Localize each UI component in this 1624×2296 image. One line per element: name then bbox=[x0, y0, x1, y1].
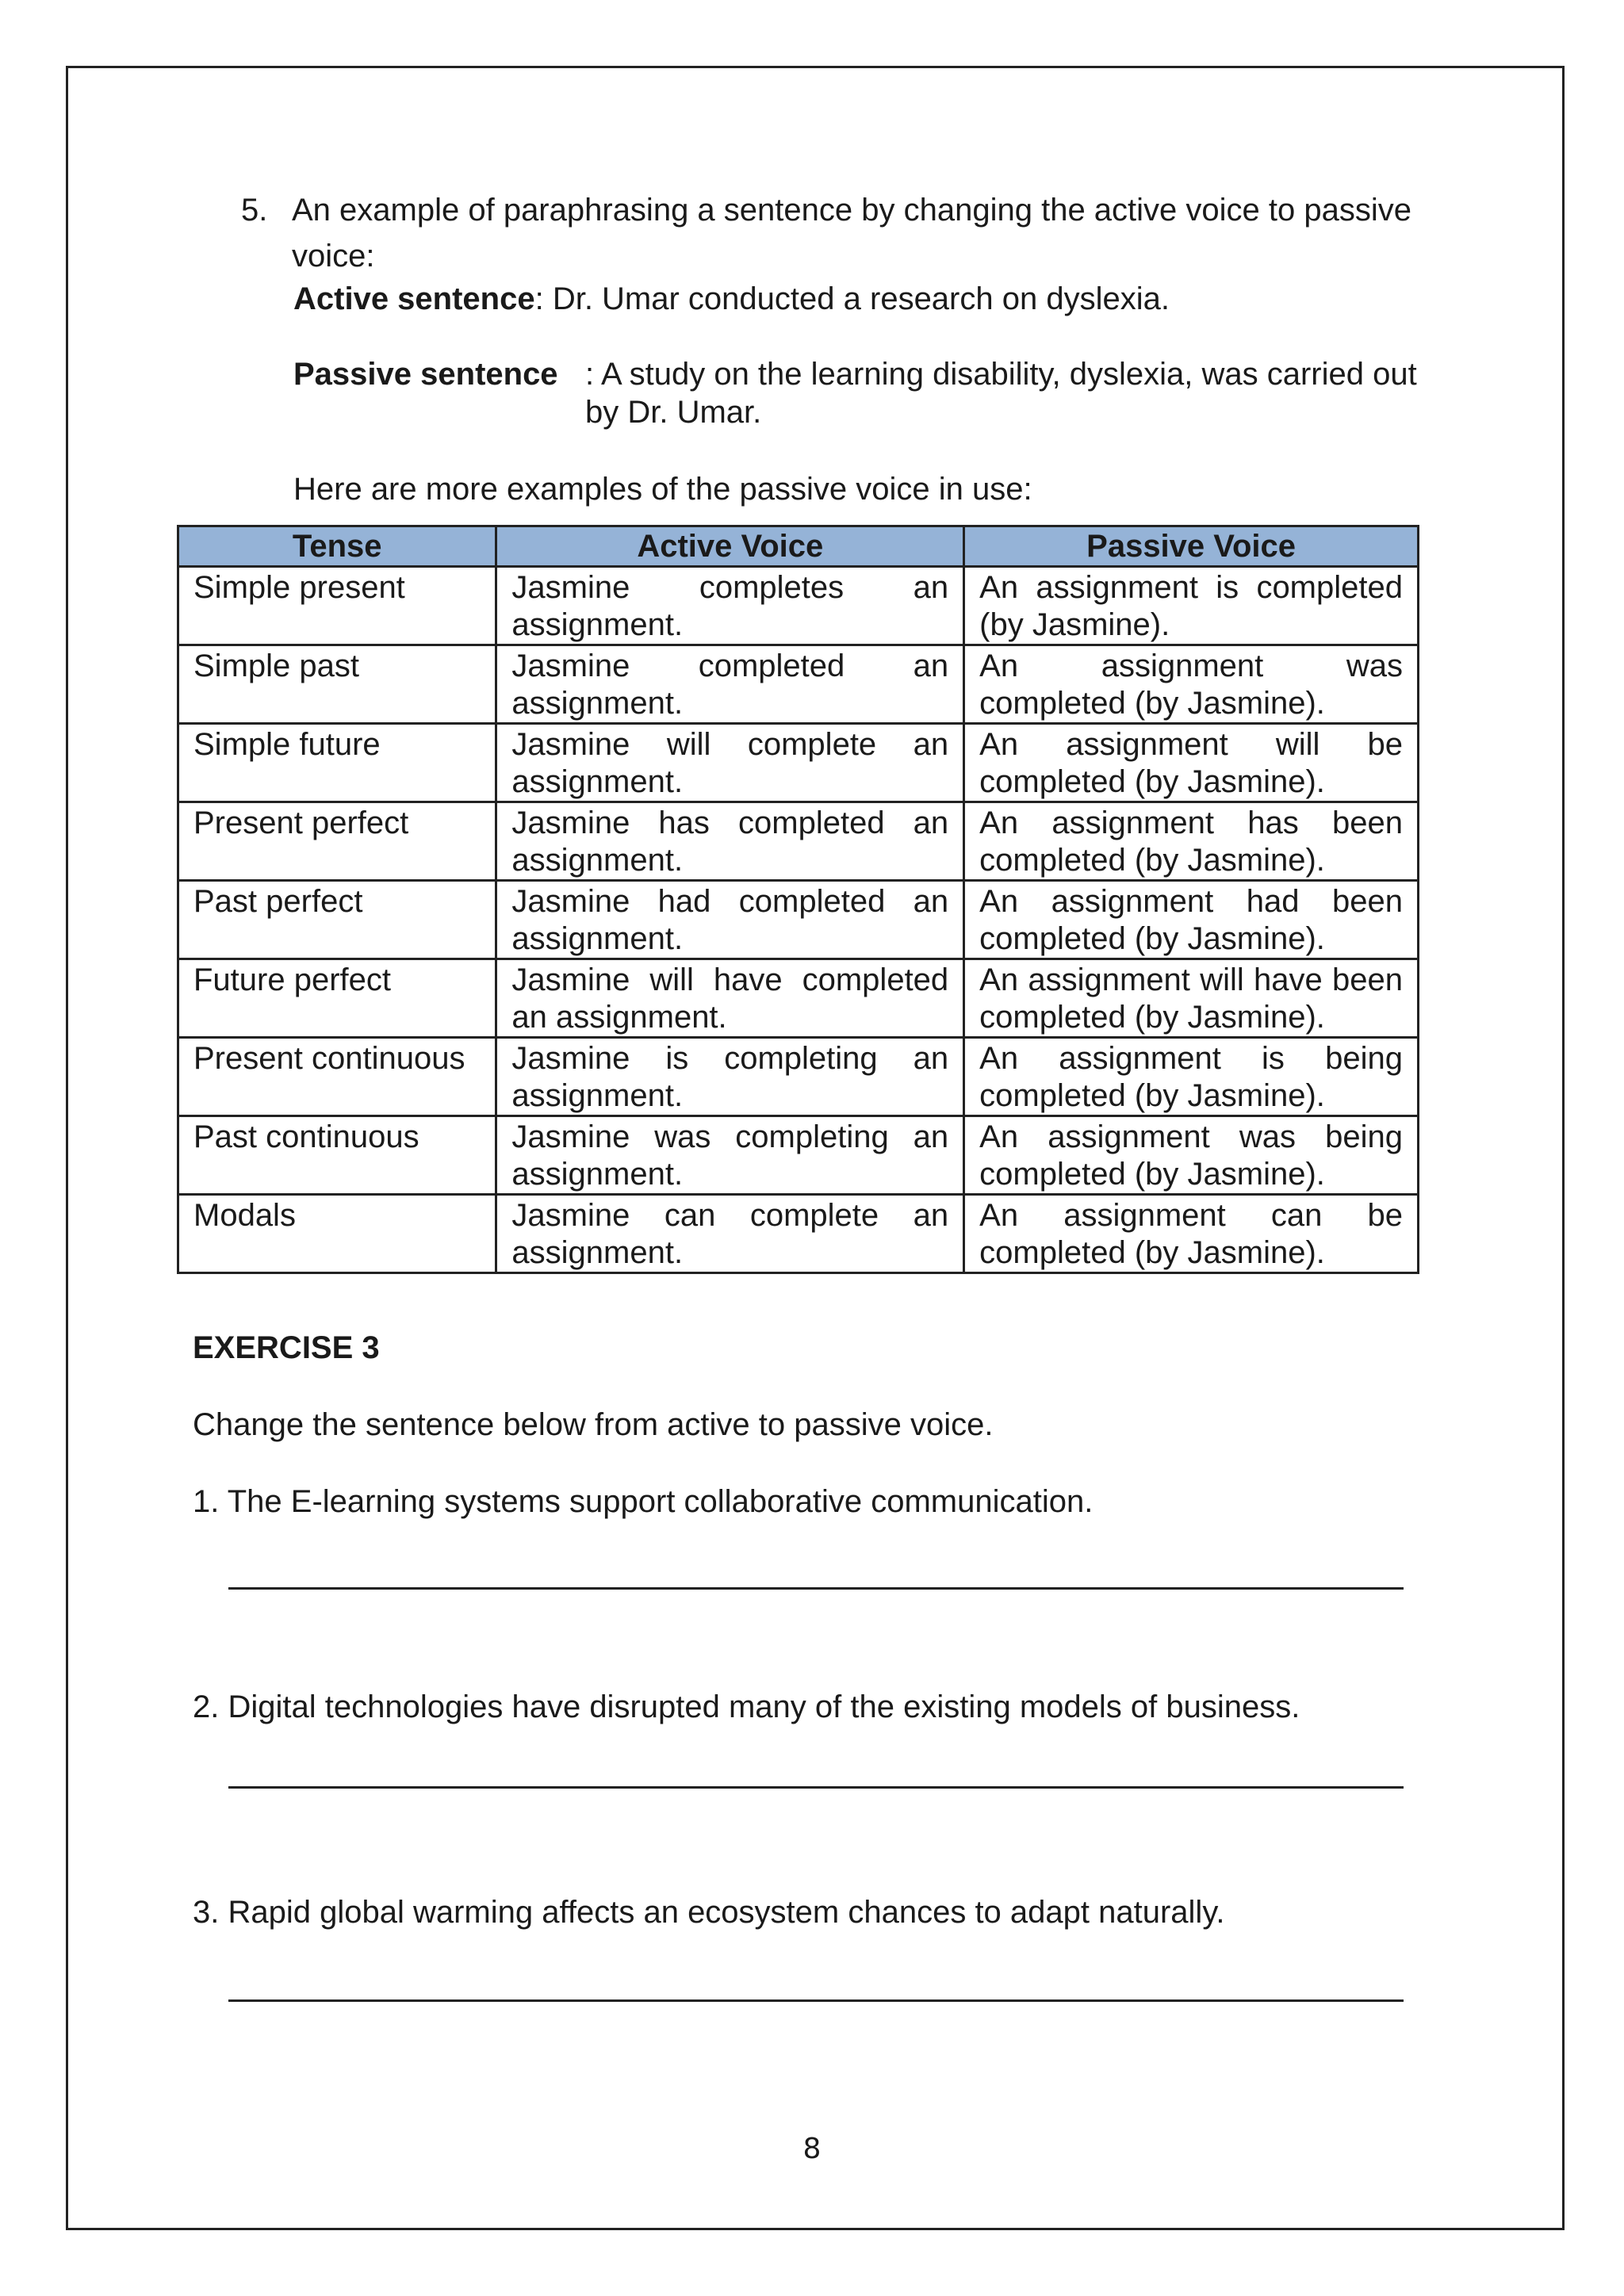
cell-tense: Modals bbox=[178, 1195, 496, 1273]
cell-passive: An assignment was completed (by Jasmine). bbox=[964, 645, 1419, 724]
cell-passive: An assignment is being completed (by Jasmine). bbox=[964, 1038, 1419, 1116]
cell-tense: Simple past bbox=[178, 645, 496, 724]
cell-passive: An assignment was being completed (by Jasmine). bbox=[964, 1116, 1419, 1195]
cell-tense: Present continuous bbox=[178, 1038, 496, 1116]
table-row bbox=[178, 567, 1419, 645]
more-examples-text: Here are more examples of the passive voice in use: bbox=[293, 472, 1032, 507]
table-header-row bbox=[178, 526, 1419, 567]
question-3: 3. Rapid global warming affects an ecosystem chances to adapt naturally. bbox=[193, 1895, 1225, 1930]
answer-line-1[interactable] bbox=[228, 1587, 1404, 1590]
table-row bbox=[178, 724, 1419, 802]
cell-tense: Past continuous bbox=[178, 1116, 496, 1195]
active-sentence bbox=[293, 279, 1170, 319]
table-row bbox=[178, 1195, 1419, 1273]
page-number: 8 bbox=[802, 2133, 822, 2165]
question-2: 2. Digital technologies have disrupted many of the existing models of business. bbox=[193, 1689, 1300, 1724]
cell-passive: An assignment is completed (by Jasmine). bbox=[964, 567, 1419, 645]
passive-sentence-label: Passive sentence bbox=[293, 357, 558, 392]
cell-passive: An assignment will be completed (by Jasmine). bbox=[964, 724, 1419, 802]
active-sentence-label: Active sentence bbox=[293, 281, 535, 316]
answer-line-3[interactable] bbox=[228, 1999, 1404, 2002]
cell-active: Jasmine will have completed an assignment. bbox=[496, 959, 964, 1038]
cell-passive: An assignment has been completed (by Jasmine). bbox=[964, 802, 1419, 881]
answer-line-2[interactable] bbox=[228, 1786, 1404, 1789]
table-row bbox=[178, 802, 1419, 881]
cell-passive: An assignment will have been completed (by Jasmine). bbox=[964, 959, 1419, 1038]
passive-sentence-text: : A study on the learning disability, dyslexia, was carried out by Dr. Umar. bbox=[585, 357, 1417, 430]
exercise-instruction: Change the sentence below from active to passive voice. bbox=[193, 1407, 994, 1442]
cell-tense: Simple future bbox=[178, 724, 496, 802]
table-row bbox=[178, 881, 1419, 959]
cell-active: Jasmine was completing an assignment. bbox=[496, 1116, 964, 1195]
cell-active: Jasmine will complete an assignment. bbox=[496, 724, 964, 802]
question-1: 1. The E-learning systems support collaborative communication. bbox=[193, 1484, 1094, 1519]
cell-passive: An assignment can be completed (by Jasmine). bbox=[964, 1195, 1419, 1273]
exercise-title: EXERCISE 3 bbox=[193, 1330, 380, 1365]
table-row bbox=[178, 645, 1419, 724]
header-tense: Tense bbox=[178, 526, 496, 567]
cell-active: Jasmine has completed an assignment. bbox=[496, 802, 964, 881]
table-row bbox=[178, 959, 1419, 1038]
cell-tense: Simple present bbox=[178, 567, 496, 645]
header-active-voice: Active Voice bbox=[496, 526, 964, 567]
cell-active: Jasmine completes an assignment. bbox=[496, 567, 964, 645]
header-passive-voice: Passive Voice bbox=[964, 526, 1419, 567]
cell-active: Jasmine completed an assignment. bbox=[496, 645, 964, 724]
active-sentence-text: : Dr. Umar conducted a research on dyslexia. bbox=[534, 281, 1170, 316]
cell-tense: Future perfect bbox=[178, 959, 496, 1038]
cell-tense: Present perfect bbox=[178, 802, 496, 881]
passive-sentence bbox=[293, 355, 1443, 431]
item-number: 5. bbox=[241, 193, 268, 228]
cell-active: Jasmine had completed an assignment. bbox=[496, 881, 964, 959]
cell-passive: An assignment had been completed (by Jasmine). bbox=[964, 881, 1419, 959]
cell-active: Jasmine is completing an assignment. bbox=[496, 1038, 964, 1116]
table-row bbox=[178, 1038, 1419, 1116]
table-row bbox=[178, 1116, 1419, 1195]
cell-active: Jasmine can complete an assignment. bbox=[496, 1195, 964, 1273]
item-5 bbox=[241, 187, 1431, 279]
cell-tense: Past perfect bbox=[178, 881, 496, 959]
tense-table bbox=[177, 525, 1419, 1274]
item-5-intro: An example of paraphrasing a sentence by changing the active voice to passive voice: bbox=[292, 193, 1411, 274]
